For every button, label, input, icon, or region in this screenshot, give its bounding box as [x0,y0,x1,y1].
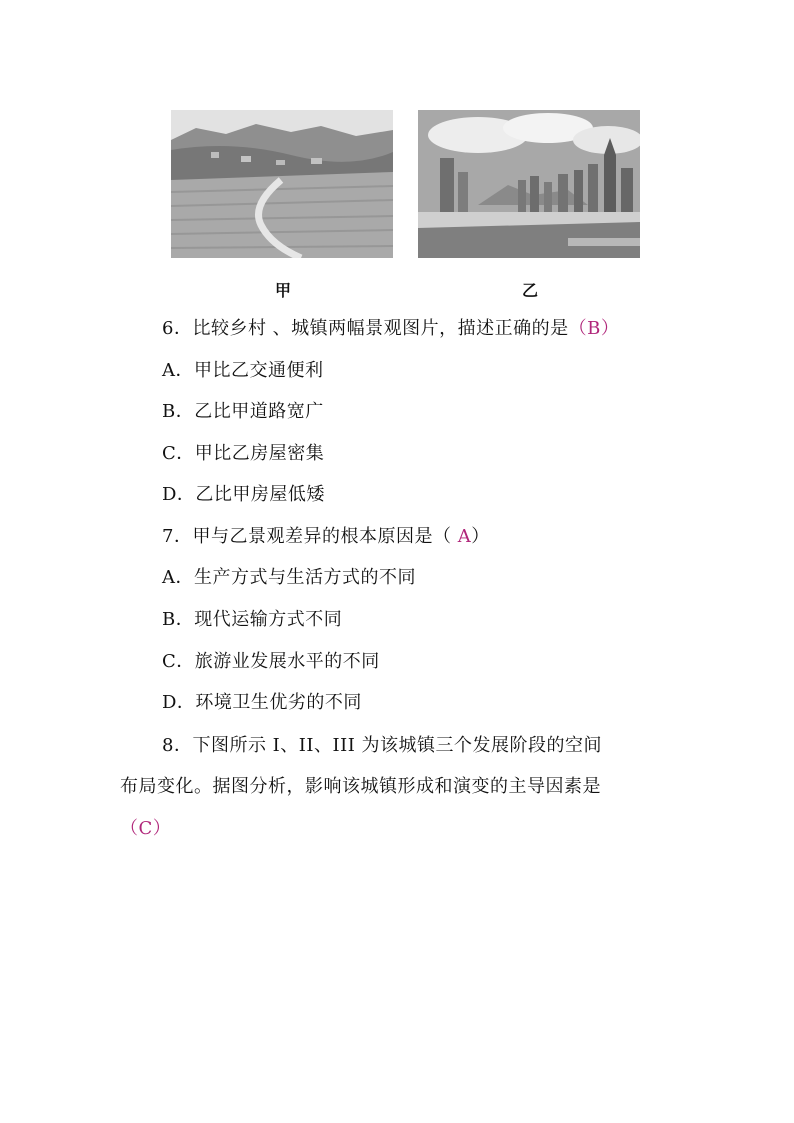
caption-yi: 乙 [521,281,538,300]
question-8-answer: C [138,818,153,839]
question-7-stem [162,522,490,548]
question-6-answer: B [587,318,601,339]
question-7-option-d: D．环境卫生优劣的不同 [162,692,362,713]
question-7-bracket-close: ） [471,526,490,547]
question-7-option-b: B．现代运输方式不同 [162,609,343,630]
city-skyline-image [418,110,640,258]
rural-landscape-photo [171,110,393,258]
question-7-text: 7．甲与乙景观差异的根本原因是 [162,526,433,547]
question-6-option-c: C．甲比乙房屋密集 [162,443,325,464]
city-skyline-photo [418,110,640,258]
rural-landscape-image [171,110,393,258]
question-6-bracket-open: （ [568,318,588,339]
question-7-bracket-open: （ [432,526,458,547]
question-8-answer-line [120,814,171,840]
question-8-line-2: 布局变化。据图分析，影响该城镇形成和演变的主导因素是 [120,776,601,797]
question-6-stem [162,314,619,340]
question-7-option-c: C．旅游业发展水平的不同 [162,651,380,672]
question-8-bracket-close: ） [152,818,172,839]
question-6-option-a: A．甲比乙交通便利 [162,360,324,381]
question-6-option-d: D．乙比甲房屋低矮 [162,484,325,505]
question-7-answer: A [457,526,472,547]
question-6-text: 6．比较乡村 、城镇两幅景观图片，描述正确的是 [162,318,569,339]
question-6-bracket-close: ） [600,318,620,339]
question-8-line-1: 8．下图所示 I、II、III 为该城镇三个发展阶段的空间 [162,735,603,756]
caption-jia: 甲 [274,281,291,300]
question-8-bracket-open: （ [120,818,139,839]
question-7-option-a: A．生产方式与生活方式的不同 [162,567,416,588]
question-6-option-b: B．乙比甲道路宽广 [162,401,324,422]
